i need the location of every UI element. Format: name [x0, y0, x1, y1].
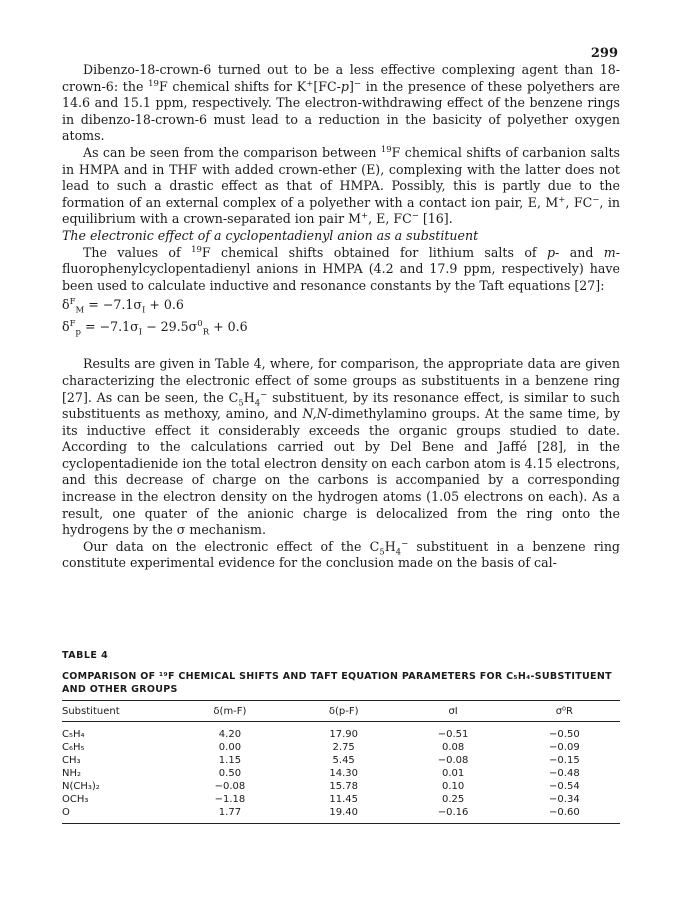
table-cell: 2.75: [332, 742, 355, 753]
header-substituent: Substituent: [62, 701, 170, 722]
header-sigma-r: σ⁰R: [509, 701, 620, 722]
table-cell: −0.15: [549, 755, 580, 766]
table-cell: 0.08: [441, 742, 465, 753]
table-row: [62, 767, 620, 780]
header-sigma-i: σI: [397, 701, 508, 722]
table-4: [62, 650, 620, 824]
table-cell: 0.00: [218, 742, 242, 753]
table-row: [62, 754, 620, 767]
table-cell: NH₂: [62, 768, 82, 779]
table-row: [62, 780, 620, 793]
table-row: [62, 793, 620, 806]
table-row: [62, 806, 620, 824]
table-cell: −0.51: [437, 729, 469, 740]
section-title: The electronic effect of a cyclopentadienyl anion as a substituent: [62, 227, 479, 243]
paragraph-4: Results are given in Table 4, where, for comparison, the appropriate data are given characterizing the electronic effect of some groups as substituents in a benzene ring [27]. As can be seen, the $C_5H_4^-$ substituent, by its resonance effect, is similar to such substituents as methoxy, amino, and N,N-dimethylamino groups. At the same time, by its inductive effect it considerably exceeds the organic groups studied to date. According to the calculations carried out by Del Bene and Jaffé [28], in the cyclopentadienide ion the total electron density on each carbon atom is 4.15 electrons, and this decrease of charge on the carbons is accompanied by a corresponding increase in the electron density on the hydrogen atoms (1.05 electrons on each). As a result, one quater of the anionic charge is delocalized from the ring onto the hydrogens by the σ mechanism.: [62, 356, 620, 538]
table-cell: 1.15: [218, 755, 242, 766]
table-cell: 15.78: [329, 781, 358, 792]
table-cell: −0.54: [549, 781, 580, 792]
table-label: TABLE 4: [62, 650, 109, 661]
table-cell: −0.48: [549, 768, 580, 779]
table-cell: O: [62, 806, 170, 824]
table-caption: COMPARISON OF ¹⁹F CHEMICAL SHIFTS AND TAFT EQUATION PARAMETERS FOR C₅H₄-SUBSTITUENT AND OTHER GROUPS: [62, 671, 612, 695]
table-cell: −0.16: [397, 806, 508, 824]
table-cell: 0.25: [441, 794, 465, 805]
table-cell: 4.20: [218, 729, 242, 740]
page-number: 299: [590, 46, 618, 61]
paragraph-5: Our data on the electronic effect of the $C_5H_4^-$ substituent in a benzene ring constitute experimental evidence for the conclusion made on the basis of cal-: [62, 538, 620, 571]
equation-2: $\delta^F_p = -7.1\sigma_I - 29.5\sigma^0_R + 0.6$: [62, 319, 248, 338]
header-delta-m-f: δ(m-F): [170, 701, 290, 722]
table-cell: −0.08: [214, 781, 246, 792]
table-row: [62, 741, 620, 754]
table-cell: 0.10: [441, 781, 465, 792]
data-table: [62, 700, 620, 824]
paragraph-3: The values of $^{19}$F chemical shifts obtained for lithium salts of p- and m-fluorophenylcyclopentadienyl anions in HMPA (4.2 and 17.9 ppm, respectively) have been used to calculate inductive and resonance constants by the Taft equations [27]:: [62, 244, 620, 293]
table-cell: OCH₃: [62, 794, 89, 805]
table-cell: 0.01: [441, 768, 465, 779]
table-cell: 5.45: [332, 755, 355, 766]
body-text: [62, 62, 620, 572]
table-cell: N(CH₃)₂: [62, 781, 100, 792]
paragraph-1: Dibenzo-18-crown-6 turned out to be a less effective complexing agent than 18-crown-6: the $^{19}$F chemical shifts for K+[FC-p]− in the presence of these polyethers are 14.6 and 15.1 ppm, respectively. The electron-withdrawing effect of the benzene rings in dibenzo-18-crown-6 must lead to a reduction in the basicity of polyether oxygen atoms.: [62, 62, 620, 144]
table-cell: −0.60: [509, 806, 620, 824]
table-header-row: [62, 701, 620, 722]
table-cell: 11.45: [329, 794, 358, 805]
table-cell: C₆H₅: [62, 742, 85, 753]
table-cell: −1.18: [214, 794, 246, 805]
header-delta-p-f: δ(p-F): [290, 701, 398, 722]
table-cell: CH₃: [62, 755, 81, 766]
table-cell: 14.30: [329, 768, 358, 779]
table-cell: 19.40: [290, 806, 398, 824]
table-cell: 1.77: [170, 806, 290, 824]
paragraph-2: As can be seen from the comparison between $^{19}$F chemical shifts of carbanion salts in HMPA and in THF with added crown-ether (E), complexing with the latter does not lead to such a drastic effect as that of HMPA. Possibly, this is partly due to the formation of an external complex of a polyether with a contact ion pair, E, M+, FC−, in equilibrium with a crown-separated ion pair M+, E, FC− [16].: [62, 144, 621, 227]
table-cell: 0.50: [218, 768, 242, 779]
table-cell: −0.50: [549, 729, 580, 740]
table-cell: −0.08: [437, 755, 469, 766]
table-row: [62, 722, 620, 742]
table-cell: −0.34: [549, 794, 580, 805]
table-cell: 17.90: [329, 729, 358, 740]
equation-1: $\delta^F_M = -7.1\sigma_I + 0.6$: [62, 297, 184, 316]
table-cell: C₅H₄: [62, 729, 85, 740]
table-cell: −0.09: [549, 742, 580, 753]
